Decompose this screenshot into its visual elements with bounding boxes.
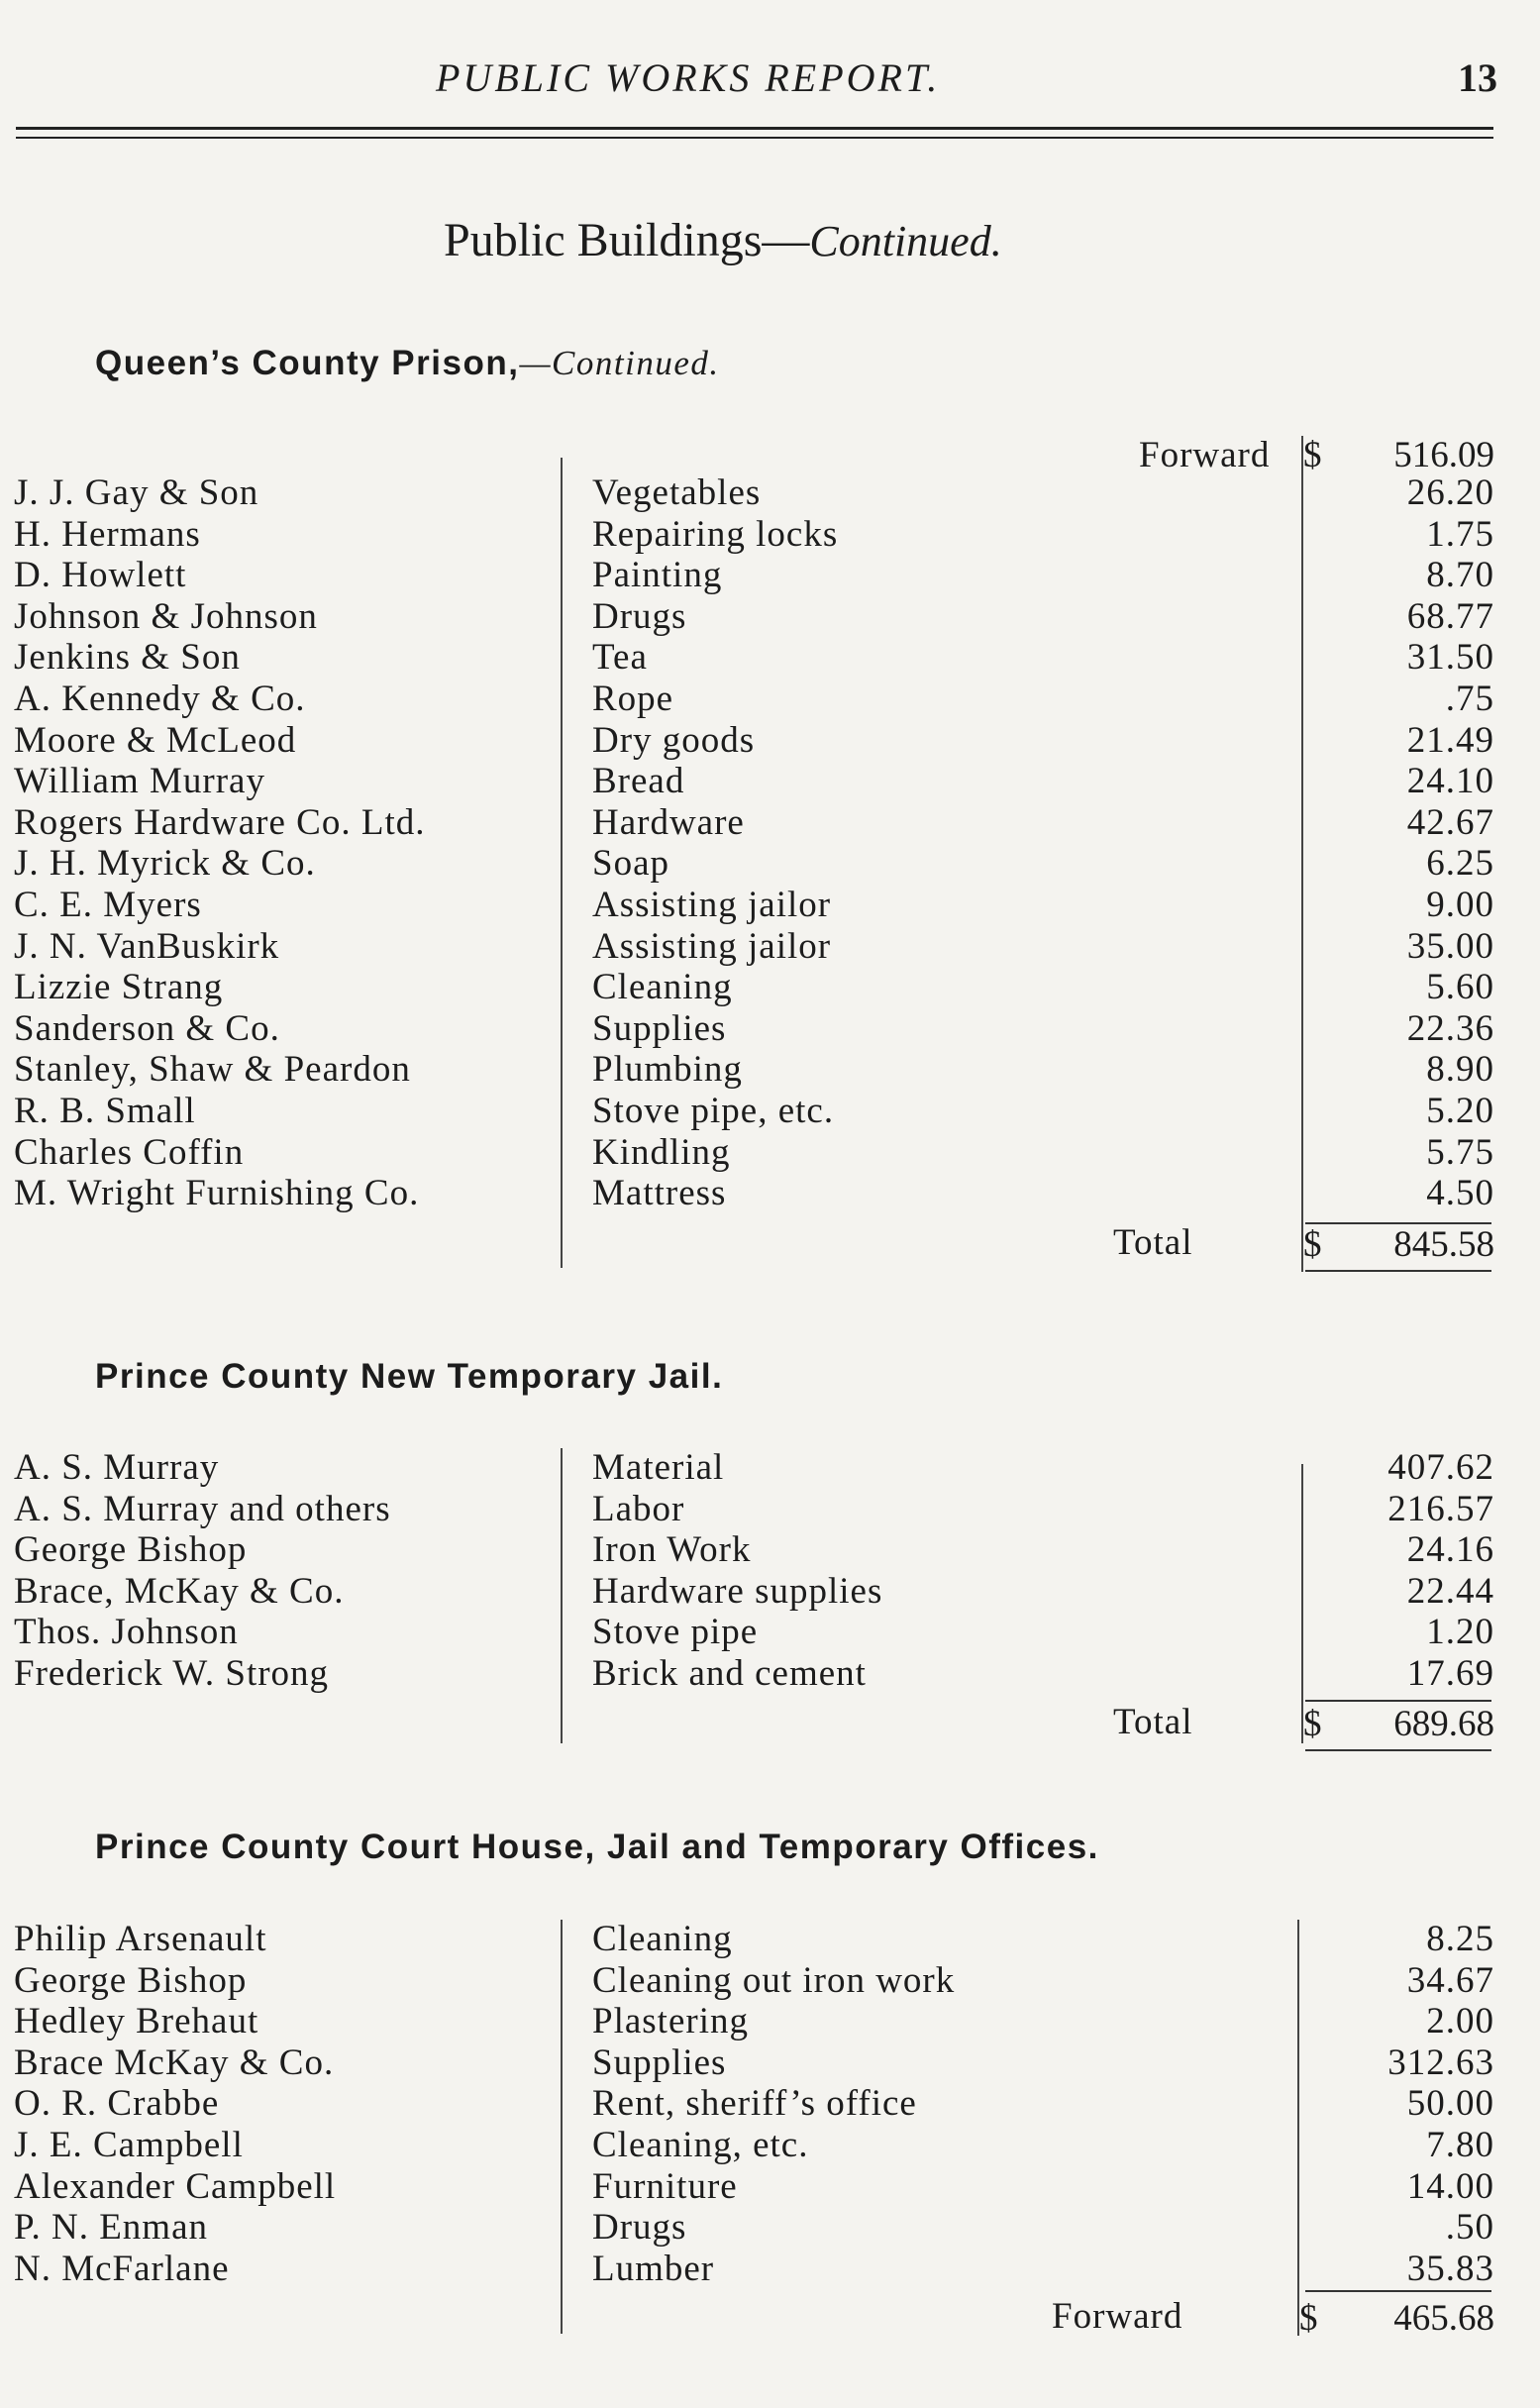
- table-row: [0, 595, 1540, 637]
- section-title-queens-prison: [95, 344, 720, 383]
- item-description: Mattress: [592, 1173, 727, 1213]
- item-description: Rope: [592, 679, 674, 719]
- payee-name: J. J. Gay & Son: [14, 472, 259, 513]
- amount-value: 8.25: [1426, 1919, 1494, 1959]
- amount-value: 2.00: [1426, 2001, 1494, 2042]
- table-row: [0, 1172, 1540, 1213]
- page-title: [444, 213, 1002, 267]
- item-description: Soap: [592, 843, 669, 884]
- payee-name: Frederick W. Strong: [14, 1653, 330, 1694]
- page-title-dash: —: [762, 214, 810, 266]
- total-rule: [1305, 1270, 1491, 1272]
- payee-name: Moore & McLeod: [14, 720, 297, 761]
- forward-label: Forward: [1139, 435, 1271, 475]
- table-row: [0, 1446, 1540, 1488]
- item-description: Stove pipe: [592, 1612, 759, 1652]
- item-description: Iron Work: [592, 1529, 752, 1570]
- section-title-text: Queen’s County Prison,: [95, 344, 520, 382]
- item-description: Plumbing: [592, 1049, 743, 1090]
- amount-value: 8.90: [1426, 1049, 1494, 1090]
- amount-value: .75: [1445, 679, 1494, 719]
- item-description: Tea: [592, 637, 648, 678]
- table-row: [0, 636, 1540, 678]
- total-amount: 845.58: [1393, 1224, 1494, 1265]
- item-description: Dry goods: [592, 720, 756, 761]
- item-description: Cleaning out iron work: [592, 1960, 956, 2001]
- table-row: [0, 678, 1540, 719]
- amount-value: 31.50: [1406, 637, 1494, 678]
- item-description: Cleaning: [592, 1919, 733, 1959]
- forward-amount: 516.09: [1393, 435, 1494, 475]
- amount-value: 35.00: [1406, 926, 1494, 967]
- total-label: Total: [1113, 1702, 1193, 1742]
- amount-value: 35.83: [1406, 2249, 1494, 2289]
- table-row: [0, 471, 1540, 513]
- amount-value: 14.00: [1406, 2166, 1494, 2207]
- payee-name: P. N. Enman: [14, 2207, 208, 2248]
- forward-currency: $: [1303, 435, 1322, 475]
- item-description: Furniture: [592, 2166, 738, 2207]
- payee-name: Johnson & Johnson: [14, 596, 318, 637]
- table-row: [0, 2042, 1540, 2083]
- table-row: [0, 719, 1540, 761]
- amount-value: 24.16: [1406, 1529, 1494, 1570]
- amount-value: 50.00: [1406, 2083, 1494, 2124]
- item-description: Drugs: [592, 596, 687, 637]
- payee-name: Thos. Johnson: [14, 1612, 239, 1652]
- payee-name: Charles Coffin: [14, 1132, 245, 1173]
- payee-name: Stanley, Shaw & Peardon: [14, 1049, 411, 1090]
- item-description: Brick and cement: [592, 1653, 867, 1694]
- total-currency: $: [1303, 1704, 1322, 1744]
- table-row: [0, 1652, 1540, 1694]
- amount-value: 9.00: [1426, 885, 1494, 925]
- section-title-suffix: —Continued.: [519, 344, 720, 382]
- payee-name: William Murray: [14, 761, 265, 801]
- payee-name: J. N. VanBuskirk: [14, 926, 280, 967]
- table-row: [0, 1007, 1540, 1049]
- payee-name: Alexander Campbell: [14, 2166, 337, 2207]
- payee-name: Philip Arsenault: [14, 1919, 267, 1959]
- forward-label: Forward: [1052, 2296, 1183, 2337]
- amount-value: 312.63: [1387, 2042, 1494, 2083]
- table-row: [0, 925, 1540, 967]
- item-description: Assisting jailor: [592, 885, 832, 925]
- header-rule-bottom: [16, 137, 1493, 139]
- amount-value: 42.67: [1406, 802, 1494, 843]
- payee-name: C. E. Myers: [14, 885, 202, 925]
- item-description: Stove pipe, etc.: [592, 1091, 835, 1131]
- table-row: [0, 1959, 1540, 2001]
- payee-name: J. H. Myrick & Co.: [14, 843, 316, 884]
- item-description: Plastering: [592, 2001, 749, 2042]
- table-row: [0, 1090, 1540, 1131]
- table-row: [0, 760, 1540, 801]
- page-title-text: Public Buildings: [444, 214, 763, 266]
- item-description: Bread: [592, 761, 685, 801]
- payee-name: Sanderson & Co.: [14, 1008, 280, 1049]
- section-title-court-house: Prince County Court House, Jail and Temporary Offices.: [95, 1828, 1099, 1866]
- table-row: [0, 1488, 1540, 1529]
- payee-name: N. McFarlane: [14, 2249, 230, 2289]
- amount-value: 24.10: [1406, 761, 1494, 801]
- amount-value: 216.57: [1387, 1489, 1494, 1529]
- amount-value: 6.25: [1426, 843, 1494, 884]
- item-description: Hardware supplies: [592, 1571, 883, 1612]
- section-title-temporary-jail: Prince County New Temporary Jail.: [95, 1357, 724, 1396]
- item-description: Material: [592, 1447, 725, 1488]
- forward-currency: $: [1299, 2298, 1318, 2339]
- item-description: Cleaning, etc.: [592, 2125, 809, 2165]
- forward-amount: 465.68: [1393, 2298, 1494, 2339]
- table-row: [0, 1048, 1540, 1090]
- amount-value: 8.70: [1426, 555, 1494, 595]
- table-row: [0, 1918, 1540, 1959]
- page-number: 13: [1458, 55, 1497, 100]
- subtotal-rule: [1305, 2290, 1491, 2292]
- payee-name: A. S. Murray: [14, 1447, 220, 1488]
- header-rule-top: [16, 127, 1493, 130]
- item-description: Vegetables: [592, 472, 762, 513]
- payee-name: George Bishop: [14, 1529, 248, 1570]
- item-description: Hardware: [592, 802, 745, 843]
- amount-value: 22.36: [1406, 1008, 1494, 1049]
- item-description: Kindling: [592, 1132, 731, 1173]
- table-row: [0, 2165, 1540, 2207]
- table-row: [0, 2248, 1540, 2289]
- table-row: [0, 1570, 1540, 1612]
- item-description: Painting: [592, 555, 723, 595]
- amount-value: 1.75: [1426, 514, 1494, 555]
- total-label: Total: [1113, 1222, 1193, 1263]
- item-description: Supplies: [592, 1008, 727, 1049]
- item-description: Rent, sheriff’s office: [592, 2083, 917, 2124]
- amount-value: 26.20: [1406, 472, 1494, 513]
- payee-name: J. E. Campbell: [14, 2125, 244, 2165]
- payee-name: George Bishop: [14, 1960, 248, 2001]
- table-row: [0, 884, 1540, 925]
- table-row: [0, 2000, 1540, 2042]
- table-row: [0, 966, 1540, 1007]
- item-description: Lumber: [592, 2249, 715, 2289]
- table-row: [0, 1528, 1540, 1570]
- payee-name: Rogers Hardware Co. Ltd.: [14, 802, 426, 843]
- table-row: [0, 1611, 1540, 1652]
- item-description: Drugs: [592, 2207, 687, 2248]
- table-row: [0, 1131, 1540, 1173]
- amount-value: 68.77: [1406, 596, 1494, 637]
- item-description: Assisting jailor: [592, 926, 832, 967]
- amount-value: .50: [1445, 2207, 1494, 2248]
- page-title-continued: Continued.: [809, 217, 1002, 265]
- amount-value: 5.60: [1426, 967, 1494, 1007]
- table-row: [0, 2082, 1540, 2124]
- total-currency: $: [1303, 1224, 1322, 1265]
- table-row: [0, 513, 1540, 555]
- payee-name: Brace McKay & Co.: [14, 2042, 335, 2083]
- amount-value: 4.50: [1426, 1173, 1494, 1213]
- item-description: Labor: [592, 1489, 685, 1529]
- total-rule: [1305, 1749, 1491, 1751]
- table-row: [0, 2124, 1540, 2165]
- payee-name: M. Wright Furnishing Co.: [14, 1173, 420, 1213]
- running-head: PUBLIC WORKS REPORT.: [436, 55, 941, 100]
- amount-value: 22.44: [1406, 1571, 1494, 1612]
- payee-name: Hedley Brehaut: [14, 2001, 259, 2042]
- table-row: [0, 554, 1540, 595]
- amount-value: 5.20: [1426, 1091, 1494, 1131]
- table-row: [0, 2206, 1540, 2248]
- payee-name: A. S. Murray and others: [14, 1489, 391, 1529]
- payee-name: Brace, McKay & Co.: [14, 1571, 345, 1612]
- subtotal-rule: [1305, 1700, 1491, 1702]
- payee-name: Jenkins & Son: [14, 637, 241, 678]
- payee-name: O. R. Crabbe: [14, 2083, 220, 2124]
- total-amount: 689.68: [1393, 1704, 1494, 1744]
- table-row: [0, 801, 1540, 843]
- amount-value: 1.20: [1426, 1612, 1494, 1652]
- amount-value: 17.69: [1406, 1653, 1494, 1694]
- amount-value: 5.75: [1426, 1132, 1494, 1173]
- payee-name: Lizzie Strang: [14, 967, 224, 1007]
- payee-name: A. Kennedy & Co.: [14, 679, 306, 719]
- amount-value: 7.80: [1426, 2125, 1494, 2165]
- amount-value: 21.49: [1406, 720, 1494, 761]
- item-description: Supplies: [592, 2042, 727, 2083]
- table-row: [0, 842, 1540, 884]
- item-description: Cleaning: [592, 967, 733, 1007]
- payee-name: R. B. Small: [14, 1091, 196, 1131]
- item-description: Repairing locks: [592, 514, 839, 555]
- payee-name: H. Hermans: [14, 514, 201, 555]
- payee-name: D. Howlett: [14, 555, 187, 595]
- amount-value: 34.67: [1406, 1960, 1494, 2001]
- amount-value: 407.62: [1387, 1447, 1494, 1488]
